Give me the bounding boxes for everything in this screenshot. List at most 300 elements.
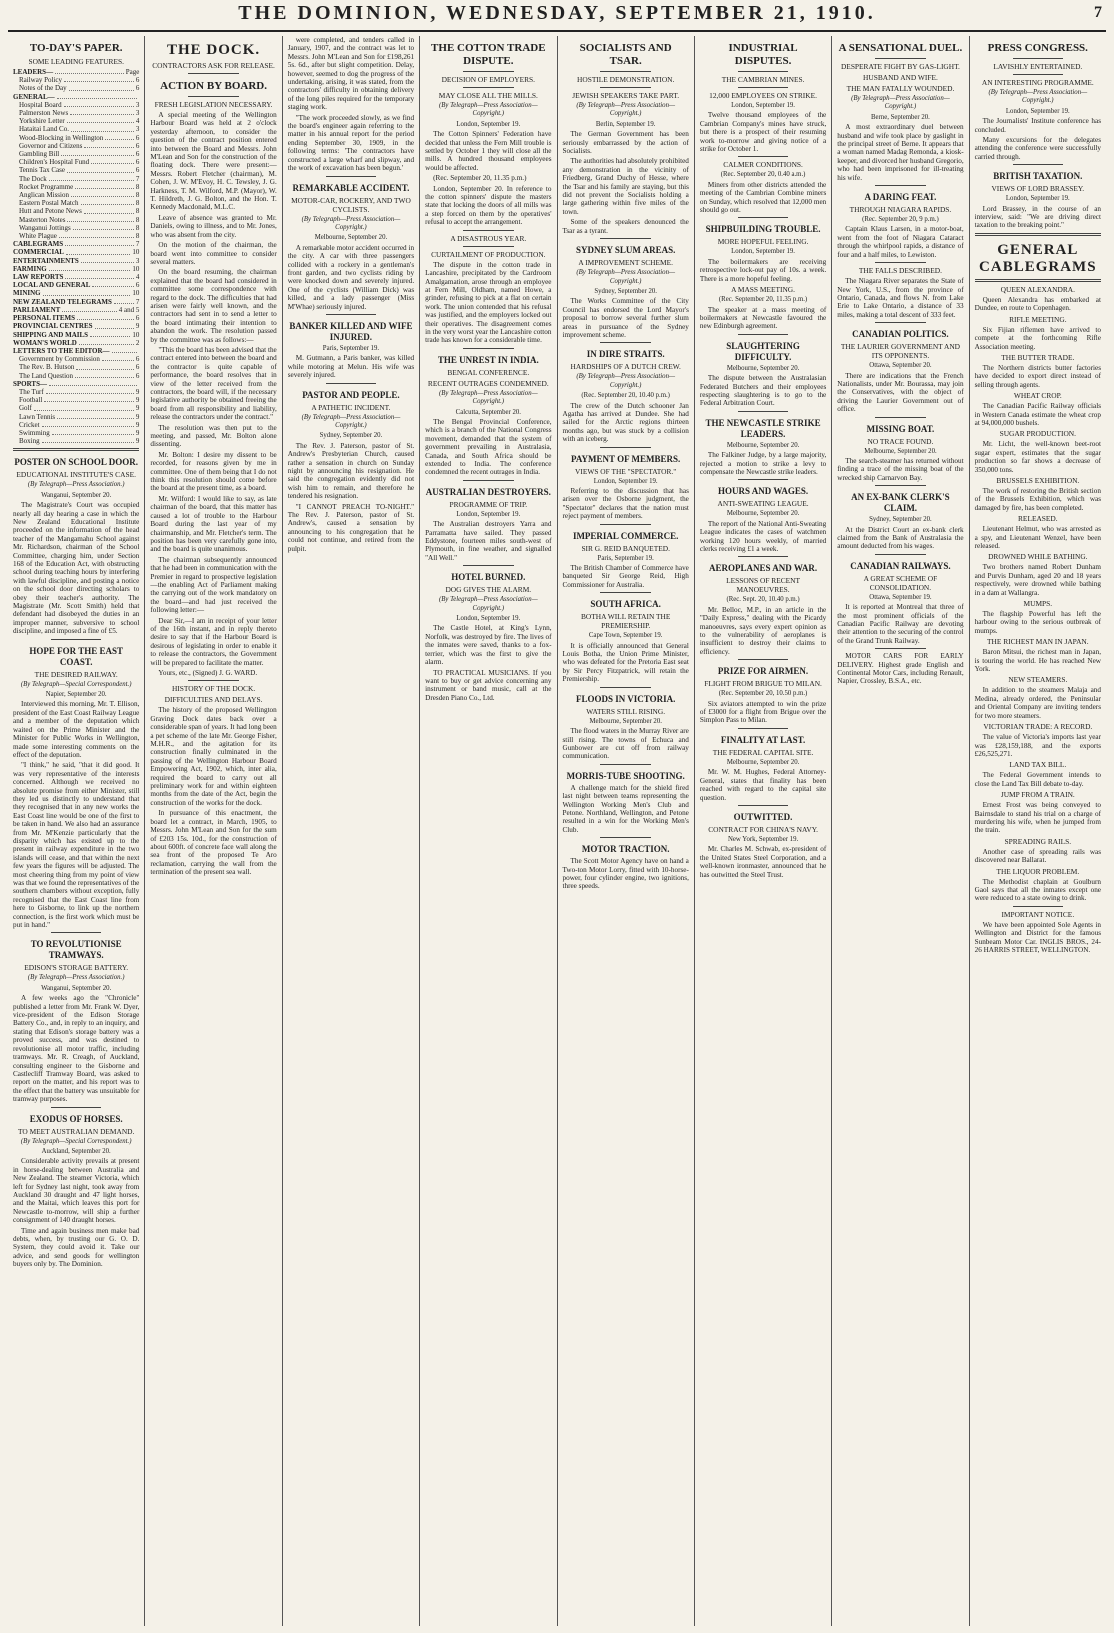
column-5 bbox=[558, 36, 695, 1626]
headline: CANADIAN POLITICS. bbox=[852, 329, 949, 340]
leader-dots bbox=[71, 191, 134, 197]
paragraph: Six aviators attempted to win the prize of £3000 for a flight from Brigue over the Simplon Pass to Milan. bbox=[699, 699, 827, 725]
leader-dots bbox=[62, 306, 116, 312]
subheadline: CURTAILMENT OF PRODUCTION. bbox=[431, 249, 546, 259]
article-body bbox=[837, 457, 963, 482]
article-body bbox=[425, 261, 551, 345]
contents-entry-page: 9 bbox=[135, 420, 140, 429]
dateline: Paris, September 19. bbox=[597, 554, 654, 562]
contents-entry-page: 9 bbox=[135, 428, 140, 437]
paragraph: The Canadian Pacific Railway officials in Western Canada estimate the wheat crop at 94,000,000 bushels. bbox=[974, 402, 1101, 427]
contents-entry bbox=[13, 289, 139, 297]
subheadline: THE DESIRED RAILWAY. bbox=[34, 669, 118, 679]
divider bbox=[600, 71, 651, 72]
divider bbox=[1013, 74, 1064, 75]
paragraph: Some of the speakers denounced the Tsar as a tyrant. bbox=[562, 218, 689, 235]
wire-credit: (By Telegraph—Press Association—Copyright.) bbox=[438, 389, 538, 406]
contents-entry bbox=[13, 265, 139, 273]
leader-dots bbox=[46, 388, 134, 394]
subheadline: RECENT OUTRAGES CONDEMNED. bbox=[427, 378, 549, 388]
paragraph: The Australian destroyers Yarra and Parramatta have sailed. They passed Eddystone, fourteen miles south-west of Plymouth, in fine weather, and signalled "All Well." bbox=[425, 520, 552, 562]
contents-entry-title: SPORTS— bbox=[13, 379, 47, 388]
article-body bbox=[975, 733, 1101, 758]
contents-entry-title: WOMAN'S WORLD bbox=[13, 338, 77, 347]
leader-dots bbox=[44, 396, 134, 402]
article-body bbox=[700, 520, 826, 554]
contents-entry-title: PARLIAMENT bbox=[13, 305, 61, 314]
contents-entry-title: The Dock bbox=[19, 174, 47, 183]
paragraph: London, September 20. In reference to the cotton spinners' dispute the masters state that locking the doors of all mills was a step forced on them by the operatives' refusal to accept the arrangement. bbox=[425, 184, 552, 227]
contents-entry-title: The Land Question bbox=[19, 371, 74, 380]
divider bbox=[463, 71, 514, 72]
article-body bbox=[837, 603, 963, 645]
wire-credit: (By Telegraph—Press Association—Copyright.) bbox=[988, 89, 1088, 105]
divider bbox=[875, 185, 926, 186]
paragraph: Referring to the discussion that has arisen over the Osborne judgment, the "Spectator" declares that the nation must reject payment of members. bbox=[562, 487, 689, 521]
subheadline: CONTRACTORS ASK FOR RELEASE. bbox=[152, 61, 275, 70]
contents-entry-page: 6 bbox=[135, 158, 140, 167]
article-body bbox=[975, 440, 1101, 474]
wire-credit: (By Telegraph—Press Association—Copyright.) bbox=[576, 373, 676, 389]
contents-entry-page: 2 bbox=[135, 338, 140, 347]
contents-entry bbox=[13, 109, 139, 117]
article-body bbox=[563, 297, 689, 339]
divider bbox=[975, 233, 1101, 236]
headline: OUTWITTED. bbox=[733, 811, 793, 822]
contents-entry-page: 8 bbox=[135, 199, 140, 208]
article-body bbox=[700, 111, 826, 153]
divider bbox=[326, 383, 377, 384]
contents-entry-page: 7 bbox=[135, 174, 140, 183]
paragraph: (Rec. September 20, 11.35 p.m.) bbox=[433, 174, 527, 183]
paragraph: Time and again business men make bad debts, when, by trusting our G. O. D. System, they could avoid it. Take our advice, and send goods for wellington buyers only by. The Dominion. bbox=[13, 1226, 140, 1269]
contents-entry-title: GENERAL— bbox=[13, 92, 55, 101]
paragraph: The chairman subsequently announced that he had been in communication with the Premier in regard to prospective legislation—the enabling Act of Parliament making the carrying out of the work mandatory on the board—and had just received the following letter:— bbox=[150, 555, 277, 615]
article-body bbox=[975, 771, 1101, 788]
page-number: 7 bbox=[1094, 4, 1102, 21]
contents-entry-page: 6 bbox=[135, 166, 140, 175]
headline: BRITISH TAXATION. bbox=[993, 171, 1083, 182]
contents-entry bbox=[13, 240, 139, 248]
paragraph: A most extraordinary duel between husband and wife took place by gaslight in the principal street of Berne. It appears that a woman named Madag Remonda, a kiosk-keeper, and divorced her husband Gregorio, who had been imprisoned for ill-treating his wife. bbox=[837, 123, 964, 182]
contents-entry-page: 7 bbox=[135, 240, 140, 249]
headline: SYDNEY SLUM AREAS. bbox=[575, 245, 676, 256]
divider bbox=[600, 592, 651, 593]
contents-entry bbox=[13, 298, 139, 306]
contents-entry-page: 9 bbox=[135, 322, 140, 331]
subheadline: SPREADING RAILS. bbox=[1004, 836, 1072, 846]
leader-dots bbox=[42, 437, 134, 443]
subheadline: LESSONS OF RECENT MANOEUVRES. bbox=[726, 576, 801, 595]
leader-dots bbox=[64, 101, 134, 107]
contents-entry bbox=[13, 429, 139, 437]
contents-entry bbox=[13, 380, 139, 388]
paragraph: Considerable activity prevails at present in horse-dealing between Australia and New Zealand. The steamer Victoria, which left for Sydney last night, took away from Auckland 30 draught and 47 light horses, and the Maitai, which leaves this port for Newcastle to-morrow, will ship a further consignment of 140 draught horses. bbox=[13, 1157, 140, 1225]
contents-entry-title: Palmerston News bbox=[19, 109, 69, 118]
wire-credit: (By Telegraph—Press Association.) bbox=[27, 481, 125, 489]
contents-entry-page: 8 bbox=[135, 182, 140, 191]
dateline: Berlin, September 19. bbox=[595, 120, 656, 128]
subheadline: PROGRAMME OF TRIP. bbox=[449, 499, 528, 509]
contents-entry bbox=[13, 413, 139, 421]
paragraph: The work of restoring the British section of the Brussels Exhibition, which was damaged by fire, has been completed. bbox=[974, 486, 1101, 512]
leader-dots bbox=[70, 109, 134, 115]
paragraph: Another case of spreading rails was discovered near Ballarat. bbox=[974, 847, 1101, 865]
paragraph: "The work proceeded slowly, as we find the board's engineer again referring to the matter in his annual report for the period ending September 30, 1909, in the following terms: 'The contractors have constructed a large wharf and slipway, and the work of excavation has been begun.' bbox=[287, 113, 415, 173]
contents-entry-page: 9 bbox=[135, 412, 140, 421]
paragraph: The history of the proposed Wellington Graving Dock dates back over a considerable span of years. It had long been a pet scheme of the late Mr. George Fisher, M.H.R., and the agitation for its construction finally culminated in the passing of the Wellington Harbour Board Empowering Act, 1902, which, inter alia, required the board to carry out all preliminary work for and within eighteen months from the date of the Act, begin the construction of the works for the dock. bbox=[150, 706, 277, 807]
paragraph: "I think," he said, "that it did good. It was very representative of the interests concerned. Although we received no absolute promise from either Minister, still they led us distinctly to understand that they recognised that in any new works the East Coast line would be one of the first to be taken in hand. We also had an assurance from Mr. M'Kenzie particularly that the disparity which has existed up to the present in railway expenditure in the two islands will cease, and that within the next few years the figures will be adjusted. The most cheering thing from my point of view was that we found the representatives of the southern chambers without exception, fully recognised that the East Coast line from here to Gisborne, to link up the northern connection, is the first work which must be put in hand." bbox=[13, 761, 140, 930]
leader-dots bbox=[67, 216, 133, 222]
subheadline: THE CAMBRIAN MINES. bbox=[721, 75, 805, 84]
paragraph: The Falkiner Judge, by a large majority, rejected a motion to strike a levy to compensate the Newcastle strike leaders. bbox=[699, 451, 827, 476]
paragraph: The Journalists' Institute conference has concluded. bbox=[974, 117, 1101, 134]
article-body bbox=[975, 117, 1101, 161]
paragraph: The Niagara River separates the State of New York, U.S., from the province of Ontario, Canada, and flows N. from Lake Erie to Lake Ontario, a distance of 33 miles, making a total descent of 333 feet. bbox=[837, 277, 964, 319]
subheadline: 12,000 EMPLOYEES ON STRIKE. bbox=[709, 91, 817, 100]
divider bbox=[51, 932, 102, 933]
contents-entry-title: The Rev. B. Hutson bbox=[19, 363, 75, 372]
divider bbox=[13, 448, 139, 451]
article-body bbox=[837, 123, 963, 182]
divider bbox=[738, 156, 789, 157]
contents-entry bbox=[13, 355, 139, 363]
subheadline: BRUSSELS EXHIBITION. bbox=[996, 475, 1080, 485]
divider bbox=[875, 322, 926, 323]
contents-entry-page: 6 bbox=[135, 76, 140, 85]
dateline: Calcutta, September 20. bbox=[455, 408, 521, 416]
leader-dots bbox=[84, 142, 134, 148]
article-body bbox=[150, 706, 276, 876]
paragraph: Lieutenant Helmut, who was arrested as a spy, and Lieutenant Wenzel, have been released. bbox=[974, 525, 1101, 550]
contents-entry-page: 4 bbox=[135, 117, 140, 126]
contents-entry-page: 10 bbox=[132, 330, 140, 339]
contents-entry bbox=[13, 257, 139, 265]
divider bbox=[188, 73, 239, 74]
paragraph: Lord Brassey, in the course of an interview, said: "We are driving direct taxation to the breaking point." bbox=[974, 204, 1101, 230]
paragraph: Many excursions for the delegates attending the conference were successfully carried through. bbox=[974, 136, 1101, 161]
divider bbox=[738, 71, 789, 72]
contents-entry bbox=[13, 101, 139, 109]
subheadline: BOTHA WILL RETAIN THE PREMIERSHIP. bbox=[580, 612, 671, 631]
leader-dots bbox=[65, 273, 133, 279]
article-body bbox=[288, 354, 414, 379]
headline: MOTOR TRACTION. bbox=[581, 844, 670, 855]
dateline: (Rec. September 20, 10.40 p.m.) bbox=[581, 392, 670, 400]
headline: HOPE FOR THE EAST COAST. bbox=[29, 645, 123, 667]
dateline: Cape Town, September 19. bbox=[588, 632, 663, 640]
contents-entry-title: White Plague bbox=[19, 232, 57, 241]
dateline: London, September 19. bbox=[1005, 107, 1070, 115]
paragraph: The authorities had absolutely prohibited any demonstration in the vicinity of Friedberg, Grand Duchy of Hesse, where the Tsar and his family are staying, but this did not prevent the Socialists holding a large gathering within five miles of the town. bbox=[562, 157, 689, 216]
subheadline: HUSBAND AND WIFE. bbox=[863, 73, 938, 82]
divider bbox=[738, 805, 789, 806]
article-body bbox=[975, 686, 1101, 720]
subheadline: VICTORIAN TRADE: A RECORD. bbox=[983, 722, 1093, 732]
leader-dots bbox=[105, 134, 134, 140]
contents-entry-page: 9 bbox=[135, 437, 140, 446]
article-body bbox=[425, 624, 551, 702]
article-body bbox=[975, 487, 1101, 512]
paragraph: Ernest Frost was being conveyed to Bairnsdale to stand his trial on a charge of murdering his wife, when he jumped from the train. bbox=[974, 801, 1101, 835]
leader-dots bbox=[73, 224, 134, 230]
paragraph: Two brothers named Robert Dunham and Purvis Dunham, aged 20 and 18 years respectively, were drowned while bathing in a dam at Wallangra. bbox=[974, 563, 1101, 597]
divider bbox=[1013, 58, 1064, 59]
subheadline: IMPORTANT NOTICE. bbox=[1001, 909, 1075, 919]
subheadline: THE MAN FATALLY WOUNDED. bbox=[846, 84, 955, 93]
contents-entry bbox=[13, 224, 139, 232]
divider bbox=[326, 314, 377, 315]
article-body bbox=[975, 848, 1101, 865]
paragraph: On the motion of the chairman, the board went into committee to consider several matters. bbox=[150, 241, 277, 266]
column-4 bbox=[420, 36, 557, 1626]
article-body bbox=[837, 277, 963, 319]
subheadline: A DISASTROUS YEAR. bbox=[450, 233, 527, 243]
headline: REMARKABLE ACCIDENT. bbox=[292, 182, 410, 193]
subheadline: HISTORY OF THE DOCK. bbox=[171, 684, 256, 694]
subheadline: QUEEN ALEXANDRA. bbox=[1000, 284, 1075, 294]
paragraph: Yours, etc., (Signed) J. G. WARD. bbox=[158, 669, 258, 677]
divider bbox=[51, 639, 102, 640]
subheadline: TO MEET AUSTRALIAN DEMAND. bbox=[18, 1126, 135, 1136]
contents-entry-title: COMMERCIAL bbox=[13, 248, 64, 257]
subheadline: EDISON'S STORAGE BATTERY. bbox=[24, 963, 129, 973]
paragraph: The dispute between the Australasian Federated Butchers and their employees respecting slaughtering is to go to the Federal Arbitration Court. bbox=[699, 374, 827, 408]
contents-entry bbox=[13, 199, 139, 207]
article-body bbox=[700, 258, 826, 283]
contents-entry-title: Hataitai Land Co. bbox=[19, 125, 69, 134]
contents-entry bbox=[13, 437, 139, 445]
paragraph: Miners from other districts attended the meeting of the Cambrian Combine miners on Sunday, which resolved that 12,000 men should go out. bbox=[699, 180, 827, 215]
headline: FLOODS IN VICTORIA. bbox=[575, 693, 676, 704]
divider bbox=[463, 230, 514, 231]
divider bbox=[1013, 164, 1064, 165]
paragraph: "I CANNOT PREACH TO-NIGHT." The Rev. J. Paterson, pastor of St. Andrew's, caused a sensation by announcing to his congregation that he could not continue, and retired from the pulpit. bbox=[287, 502, 415, 553]
dateline: Melbourne, September 20. bbox=[726, 510, 800, 518]
contents-entry bbox=[13, 142, 139, 150]
contents-entry-page: 9 bbox=[135, 396, 140, 405]
headline: IMPERIAL COMMERCE. bbox=[572, 530, 679, 541]
paragraph: MOTOR CARS FOR EARLY DELIVERY. Highest grade English and Continental Motor Cars, including Renault, Napier, Crossley, B.S.A., etc. bbox=[837, 652, 964, 686]
leader-dots bbox=[95, 322, 134, 328]
headline: THE NEWCASTLE STRIKE LEADERS. bbox=[705, 417, 821, 439]
contents-entry-page: 8 bbox=[135, 191, 140, 200]
divider bbox=[463, 246, 514, 247]
paragraph: It is reported at Montreal that three of the most prominent officials of the Canadian Pacific Railway are devoting their attention to the securing of the control of the Grand Trunk Railway. bbox=[837, 603, 964, 645]
contents-entry-title: FARMING bbox=[13, 264, 47, 273]
wire-credit: (By Telegraph—Special Correspondent.) bbox=[20, 680, 132, 688]
contents-entry-title: NEW ZEALAND TELEGRAMS bbox=[13, 297, 112, 306]
paragraph: The crew of the Dutch schooner Jan Agatha has arrived at Dundee. She had sailed for the Arctic regions thirteen months ago, but was stuck by a collision with an iceberg. bbox=[562, 401, 689, 444]
divider bbox=[875, 485, 926, 486]
divider bbox=[875, 58, 926, 59]
contents-entry bbox=[13, 158, 139, 166]
subheadline: DROWNED WHILE BATHING. bbox=[988, 552, 1088, 562]
subheadline: MOTOR-CAR, ROCKERY, AND TWO CYCLISTS. bbox=[291, 195, 411, 214]
divider bbox=[738, 411, 789, 412]
divider bbox=[875, 262, 926, 263]
paragraph: The Cotton Spinners' Federation have decided that unless the Fern Mill trouble is settled by October 1 they will close all the mills. A hundred thousand employees would be affected. bbox=[425, 130, 552, 172]
contents-entry-title: LEADERS— bbox=[13, 68, 54, 76]
contents-entry-title: Tennis Tax Case bbox=[19, 166, 65, 175]
dateline: Wanganui, September 20. bbox=[41, 984, 112, 992]
paragraph: In addition to the steamers Malaja and Medina, already ordered, the Peninsular and Oriental Company are inviting tenders for two more steamers. bbox=[974, 686, 1101, 720]
headline: HOURS AND WAGES. bbox=[718, 486, 809, 497]
subheadline: A PATHETIC INCIDENT. bbox=[311, 402, 391, 412]
contents-entry-page: 6 bbox=[135, 141, 140, 150]
paragraph: The Works Committee of the City Council has endorsed the Lord Mayor's proposal to borrow several further slum areas in pursuance of the Sydney improvement scheme. bbox=[562, 297, 689, 339]
contents-entry-page: 8 bbox=[135, 215, 140, 224]
article-body bbox=[563, 130, 689, 235]
contents-entry-title: Governor and Citizens bbox=[19, 141, 83, 150]
paragraph: On the board resuming, the chairman explained that the board had considered in committee some correspondence with regard to the dock. The difficulties that had arisen were fairly well known, and the contractors had sent in to send a letter to the board intimating their intention to abandon the work. The resolution passed by the committee was as follows:— bbox=[150, 268, 277, 344]
article-body bbox=[563, 487, 689, 521]
dateline: London, September 19. bbox=[731, 102, 795, 109]
divider bbox=[738, 217, 789, 218]
article-body bbox=[975, 610, 1101, 635]
contents-entry bbox=[13, 150, 139, 158]
leader-dots bbox=[84, 207, 134, 213]
leader-dots bbox=[90, 331, 130, 337]
contents-entry-title: Railway Policy bbox=[19, 76, 62, 85]
divider bbox=[600, 837, 651, 838]
paragraph: Dear Sir,—I am in receipt of your letter of the 16th instant, and in reply thereto desire to say that if the Harbour Board is desirous of legislating in order to enable it to release the contractors, the Government will be prepared to facilitate the matter. bbox=[150, 616, 277, 667]
paragraph: The Rev. J. Paterson, pastor of St. Andrew's Presbyterian Church, caused rather a sensation in church on Sunday night by announcing his resignation. He said the congregation evidently did not wish him to remain, and therefore he tendered his resignation. bbox=[287, 441, 415, 501]
paragraph: TO PRACTICAL MUSICIANS. If you want to buy or get advice concerning any instrument or band music, call at the Dresden Piano Co., Ltd. bbox=[425, 668, 552, 702]
contents-entry bbox=[13, 322, 139, 330]
divider bbox=[738, 728, 789, 729]
contents-entry-page: 6 bbox=[135, 355, 140, 364]
column-2 bbox=[145, 36, 282, 1626]
wire-credit: (By Telegraph—Press Association—Copyright.) bbox=[851, 95, 950, 111]
article-body bbox=[700, 768, 826, 802]
divider bbox=[875, 554, 926, 555]
column-1 bbox=[8, 36, 145, 1626]
subheadline: WATERS STILL RISING. bbox=[586, 706, 666, 716]
article-body bbox=[975, 326, 1101, 351]
paragraph: Mr. Bolton: I desire my dissent to be recorded, for reasons given by me in committee. One of them being that I do not think this resolution should come before the board at the present time, as a board. bbox=[150, 450, 277, 493]
wire-credit: (By Telegraph—Press Association—Copyright.) bbox=[438, 596, 538, 612]
subheadline: VIEWS OF THE "SPECTATOR." bbox=[575, 466, 677, 476]
dateline: (Rec. September 20, 11.35 p.m.) bbox=[718, 296, 808, 304]
paragraph: The Magistrate's Court was occupied nearly all day hearing a case in which the New Zealand Educational Institute proceeded on the information of the head teacher of the Mangamahu School against Mr. Richardson, chairman of the School Committee, charging him, under Section 168 of the Education Act, with obstructing school during teaching hours by interfering with lawful discipline, and posting a notice on the school door directing scholars to obey their teacher's authority. The Magistrate (Mr. Scott Smith) held that defendant had disobeyed the duties in an improper manner, subversive to school discipline, and imposed a fine of £5. bbox=[13, 501, 140, 636]
dateline: (Rec. September 20, 9 p.m.) bbox=[862, 216, 939, 224]
contents-entry-page: 6 bbox=[135, 371, 140, 380]
headline: EXODUS OF HORSES. bbox=[29, 1113, 123, 1124]
article-body bbox=[975, 801, 1101, 835]
contents-entry-title: LOCAL AND GENERAL bbox=[13, 281, 91, 290]
divider bbox=[738, 479, 789, 480]
contents-entry-page: 6 bbox=[135, 281, 140, 290]
subheadline: SIR G. REID BANQUETED. bbox=[581, 543, 670, 553]
article-body bbox=[425, 130, 551, 226]
leader-dots bbox=[77, 314, 134, 320]
leader-dots bbox=[43, 289, 131, 295]
subheadline: THROUGH NIAGARA RAPIDS. bbox=[849, 205, 952, 215]
headline: SLAUGHTERING DIFFICULTY. bbox=[726, 340, 800, 362]
contents-entry-title: Wood-Blocking in Wellington bbox=[19, 133, 104, 142]
leader-dots bbox=[102, 355, 134, 361]
leader-dots bbox=[67, 117, 134, 123]
dateline: Melbourne, September 20. bbox=[726, 441, 800, 449]
headline: POSTER ON SCHOOL DOOR. bbox=[14, 457, 138, 468]
dateline: London, September 19. bbox=[456, 120, 521, 128]
contents-entry-title: Eastern Postal Match bbox=[19, 199, 79, 208]
contents-entry bbox=[13, 183, 139, 191]
contents-entry-title: Hospital Board bbox=[19, 100, 62, 109]
article-body bbox=[700, 181, 826, 215]
subheadline: VIEWS OF LORD BRASSEY. bbox=[991, 184, 1085, 194]
article-body bbox=[837, 225, 963, 259]
paragraph: A remarkable motor accident occurred in the city. A car with three passengers collided with a rockery in a gentleman's front garden, and two cyclists riding by were knocked down and severely injured. One of the cyclists (William Dick) was killed, and a lady passenger (Miss M'Whae) seriously injured. bbox=[287, 243, 415, 311]
subheadline: THE FALLS DESCRIBED. bbox=[858, 266, 942, 276]
contents-entry-title: Hutt and Petone News bbox=[19, 207, 82, 216]
article-body bbox=[975, 205, 1101, 230]
subheadline: BENGAL CONFERENCE. bbox=[447, 367, 530, 377]
subheadline: A MASS MEETING. bbox=[731, 285, 795, 295]
paragraph: Captain Klaus Larsen, in a motor-boat, went from the foot of Niagara Cataract through the whirlpool rapids, a distance of four and a half miles, to Lewiston. bbox=[837, 225, 964, 259]
article-body bbox=[563, 564, 689, 589]
leader-dots bbox=[42, 421, 134, 427]
contents-entry bbox=[13, 117, 139, 125]
contents-entry-page: 10 bbox=[132, 248, 140, 257]
paragraph: The Federal Government intends to close the Land Tax Bill debate to-day. bbox=[974, 771, 1101, 788]
headline: ACTION BY BOARD. bbox=[160, 80, 267, 92]
subheadline: SOME LEADING FEATURES. bbox=[28, 57, 124, 66]
contents-entry-title: Anglican Mission bbox=[19, 191, 69, 200]
contents-entry-page: 10 bbox=[132, 264, 140, 273]
article-body bbox=[700, 845, 826, 879]
leader-dots bbox=[92, 281, 133, 287]
paragraph: The German Government has been seriously embarrassed by the action of Socialists. bbox=[562, 130, 689, 156]
contents-entry-title: Swimming bbox=[19, 428, 50, 437]
article-body bbox=[700, 606, 826, 656]
leader-dots bbox=[57, 413, 134, 419]
divider bbox=[326, 176, 377, 177]
contents-entry-page: 6 bbox=[135, 133, 140, 142]
leader-dots bbox=[61, 150, 134, 156]
divider bbox=[600, 238, 651, 239]
contents-entry-title: Boxing bbox=[19, 437, 40, 446]
article-body bbox=[837, 526, 963, 551]
contents-entry bbox=[13, 232, 139, 240]
contents-entry-title: Masterton Notes bbox=[19, 215, 66, 224]
paragraph: Mr. Belloc, M.P., in an article in the "Daily Express," dealing with the Picardy manoeuvres, says every expert opinion as to the vulnerability of aeroplanes is insufficient to destroy their claims to efficiency. bbox=[699, 605, 827, 656]
newspaper-columns bbox=[8, 36, 1106, 1626]
contents-entry-title: The Turf bbox=[19, 387, 44, 396]
subheadline: NEW STEAMERS. bbox=[1008, 675, 1068, 685]
headline: AUSTRALIAN DESTROYERS. bbox=[425, 486, 551, 497]
article-body bbox=[563, 857, 689, 891]
contents-entry-page: 9 bbox=[135, 387, 140, 396]
contents-entry-title: ENTERTAINMENTS bbox=[13, 256, 79, 265]
article-body bbox=[563, 642, 689, 684]
headline: FINALITY AT LAST. bbox=[720, 734, 806, 745]
dateline: Berne, September 20. bbox=[870, 113, 930, 121]
article-body bbox=[13, 501, 139, 636]
contents-entry bbox=[13, 84, 139, 92]
leader-dots bbox=[34, 404, 134, 410]
subheadline: LAVISHLY ENTERTAINED. bbox=[993, 62, 1083, 71]
leader-dots bbox=[49, 175, 134, 181]
contents-entry-page: 3 bbox=[135, 125, 140, 134]
wire-credit: (By Telegraph—Press Association—Copyright.) bbox=[576, 269, 676, 285]
headline: PASTOR AND PEOPLE. bbox=[302, 389, 400, 400]
dateline: Sydney, September 20. bbox=[594, 287, 657, 295]
article-body bbox=[837, 372, 963, 414]
contents-list bbox=[13, 68, 139, 445]
subheadline: DOG GIVES THE ALARM. bbox=[445, 585, 532, 595]
